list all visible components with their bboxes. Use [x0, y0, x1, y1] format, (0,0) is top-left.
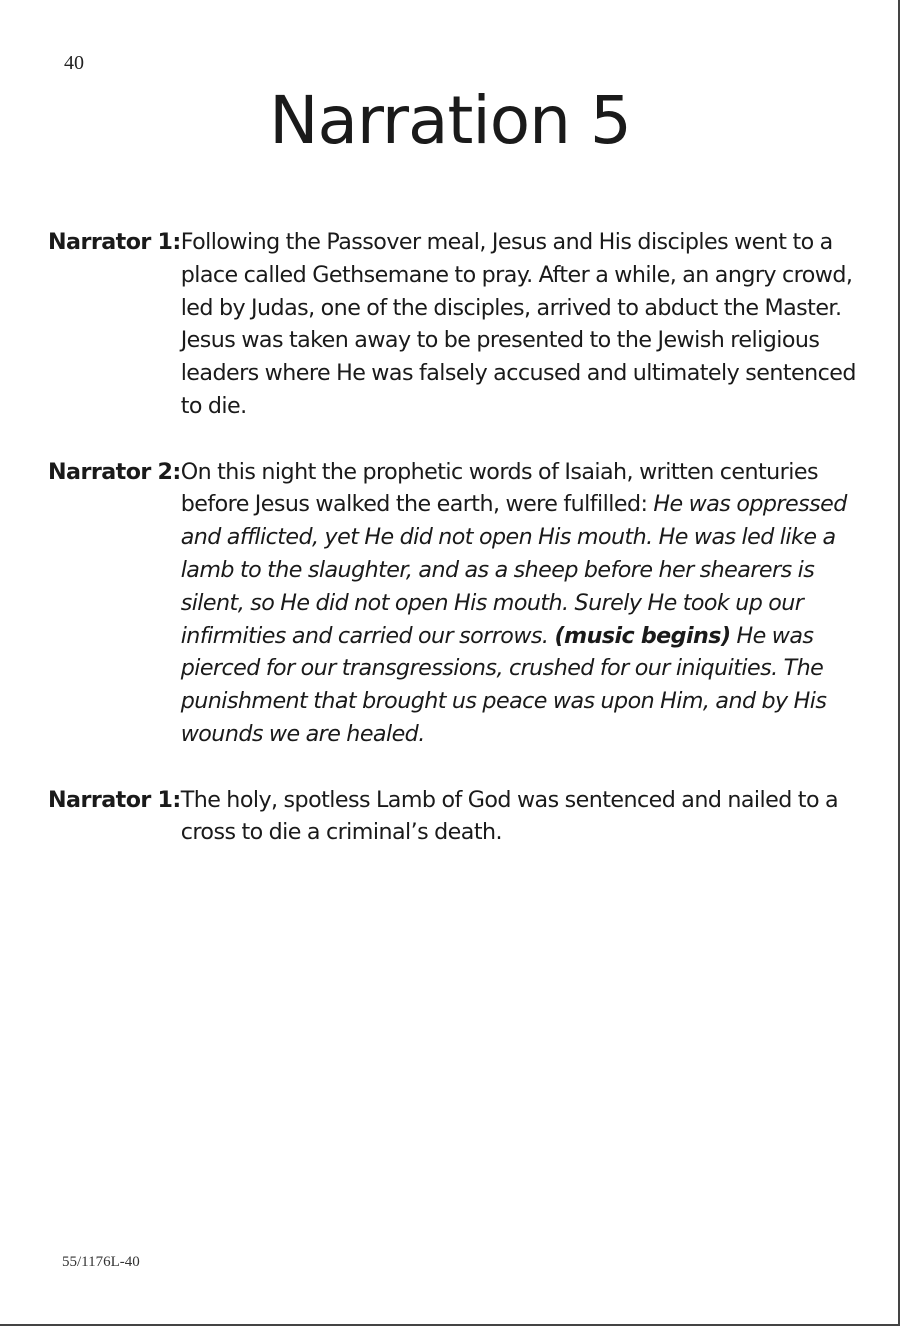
- footer-code: 55/1176L-40: [62, 1254, 140, 1270]
- speech-text: The holy, spotless Lamb of God was sentenced and nailed to a cross to die a criminal’s death.: [180, 786, 839, 846]
- speech-text: [181, 456, 858, 751]
- speaker-label: Narrator 2:: [48, 458, 181, 485]
- speaker-label: Narrator 1:: [48, 786, 181, 813]
- script-entry: [48, 456, 858, 751]
- script-body: [48, 226, 858, 882]
- page-title: Narration 5: [269, 82, 631, 159]
- speech-plain: On this night the prophetic words of Isaiah, written centuries before Jesus walked the earth, were fulfilled:: [180, 458, 818, 518]
- stage-cue: (music begins): [554, 622, 731, 649]
- scripture-quote: He was oppressed and afflicted, yet He did not open His mouth. He was led like a lamb to the slaughter, and as a sheep before her shearers is silent, so He did not open His mouth. Surely He took up our infirmities and carried our sorrows.: [180, 491, 847, 649]
- script-entry: [48, 226, 858, 423]
- scripture-quote-continued: He was pierced for our transgressions, crushed for our iniquities. The punishment that brought us peace was upon Him, and by His wounds we are healed.: [180, 622, 827, 747]
- speaker-label: Narrator 1:: [48, 229, 181, 255]
- speech-text: Following the Passover meal, Jesus and His disciples went to a place called Gethsemane to pray. After a while, an angry crowd, led by Judas, one of the disciples, arrived to abduct the Master. Jesus was taken away to be presented to the Jewish religious leaders where He was falsely accused and ultimately sentenced to die.: [180, 229, 856, 419]
- script-entry: [48, 784, 858, 850]
- page-number: 40: [64, 52, 84, 74]
